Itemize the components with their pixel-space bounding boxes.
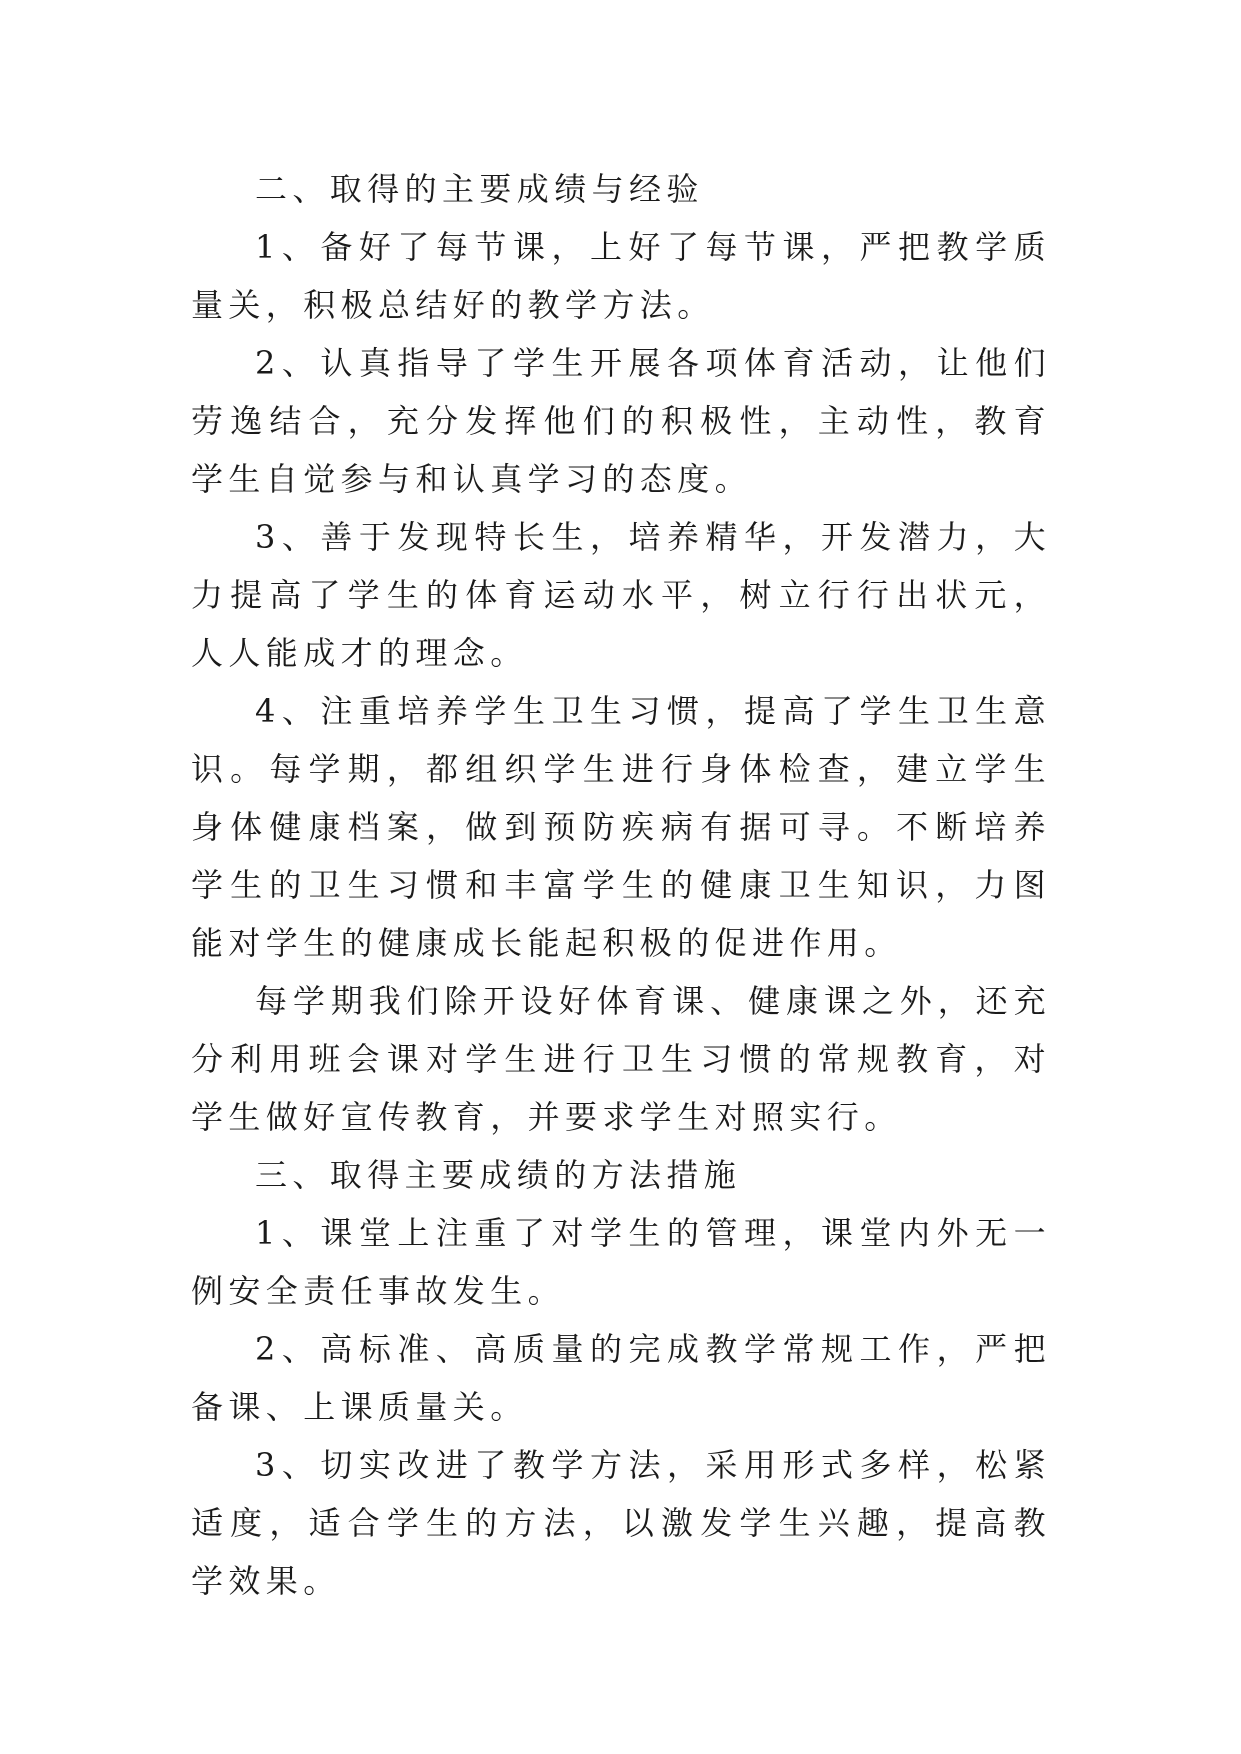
document-body [191,160,1051,1610]
paragraph-lesson-preparation: 1、备好了每节课，上好了每节课，严把教学质量关，积极总结好的教学方法。 [191,228,1051,324]
paragraph-sports-activities: 2、认真指导了学生开展各项体育活动，让他们劳逸结合，充分发挥他们的积极性，主动性，教育学生自觉参与和认真学习的态度。 [191,344,1051,498]
paragraph-talented-students: 3、善于发现特长生，培养精华，开发潜力，大力提高了学生的体育运动水平，树立行行出状元，人人能成才的理念。 [191,518,1051,672]
paragraph-teaching-routine: 2、高标准、高质量的完成教学常规工作，严把备课、上课质量关。 [191,1330,1051,1426]
paragraph-health-education: 每学期我们除开设好体育课、健康课之外，还充分利用班会课对学生进行卫生习惯的常规教育，对学生做好宣传教育，并要求学生对照实行。 [191,982,1051,1136]
paragraph-classroom-management: 1、课堂上注重了对学生的管理，课堂内外无一例安全责任事故发生。 [191,1214,1051,1310]
paragraph-hygiene-habits: 4、注重培养学生卫生习惯，提高了学生卫生意识。每学期，都组织学生进行身体检查，建立学生身体健康档案，做到预防疾病有据可寻。不断培养学生的卫生习惯和丰富学生的健康卫生知识，力图能对学生的健康成长能起积极的促进作用。 [191,692,1051,962]
paragraph-teaching-methods: 3、切实改进了教学方法，采用形式多样，松紧适度，适合学生的方法，以激发学生兴趣，提高教学效果。 [191,1446,1051,1600]
section-heading-methods: 三、取得主要成绩的方法措施 [255,1156,742,1194]
section-heading-achievements: 二、取得的主要成绩与经验 [255,170,704,208]
